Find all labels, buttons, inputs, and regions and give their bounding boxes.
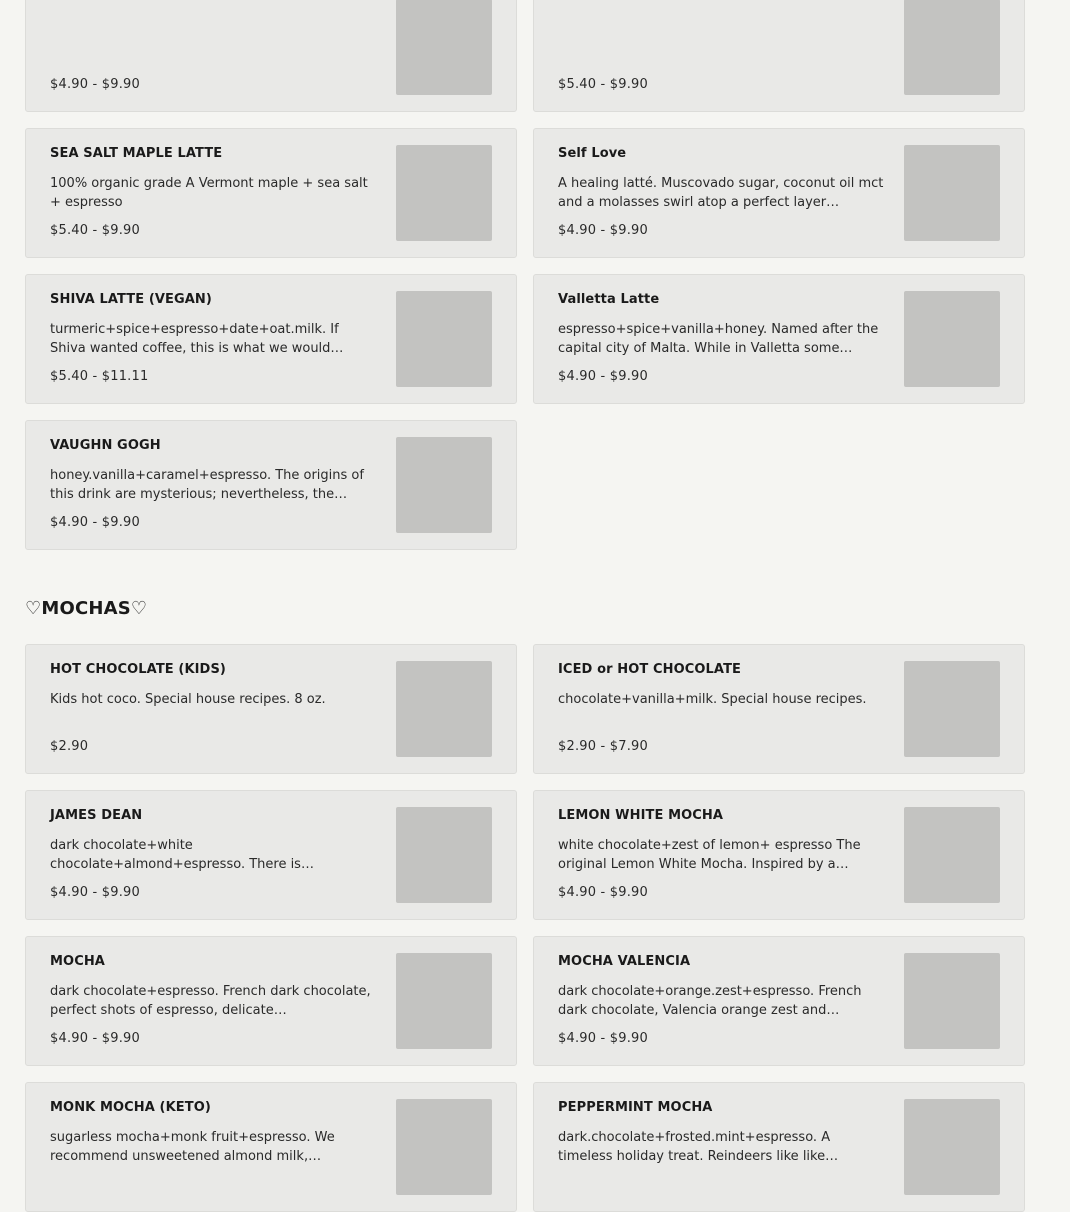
item-image [396, 0, 492, 95]
item-image [904, 807, 1000, 903]
item-image [904, 1099, 1000, 1195]
item-name: MOCHA [50, 954, 105, 969]
item-name: Valletta Latte [558, 292, 660, 307]
item-price: $4.90 - $9.90 [50, 515, 140, 530]
item-description: dark.chocolate+frosted.mint+espresso. A timeless holiday treat. Reindeers like like… [558, 1130, 839, 1164]
menu-item-card[interactable] [533, 936, 1025, 1066]
item-price: $4.90 - $9.90 [50, 1031, 140, 1046]
item-image [396, 437, 492, 533]
item-price: $2.90 - $7.90 [558, 739, 648, 754]
item-image [396, 661, 492, 757]
item-image [396, 953, 492, 1049]
item-image [396, 291, 492, 387]
item-name: PEPPERMINT MOCHA [558, 1100, 713, 1115]
item-description: dark chocolate+orange.zest+espresso. French dark chocolate, Valencia orange zest and… [558, 984, 862, 1018]
item-price: $4.90 - $9.90 [558, 223, 648, 238]
item-name: HOT CHOCOLATE (KIDS) [50, 662, 226, 677]
menu-item-card[interactable] [25, 420, 517, 550]
item-price: $4.90 - $9.90 [558, 1031, 648, 1046]
menu-item-card[interactable] [533, 644, 1025, 774]
item-name: ICED or HOT CHOCOLATE [558, 662, 742, 677]
item-description: Kids hot coco. Special house recipes. 8 oz. [50, 692, 326, 707]
item-image [904, 661, 1000, 757]
item-description: 100% organic grade A Vermont maple + sea salt + espresso [50, 176, 368, 210]
lattes-grid [25, 0, 1025, 550]
item-name: LEMON WHITE MOCHA [558, 808, 724, 823]
item-price: $2.90 [50, 739, 89, 754]
item-name: JAMES DEAN [50, 808, 143, 823]
item-name: Self Love [558, 146, 627, 161]
menu-item-card[interactable] [25, 274, 517, 404]
item-description: turmeric+spice+espresso+date+oat.milk. If Shiva wanted coffee, this is what we would… [50, 322, 344, 356]
item-name: SEA SALT MAPLE LATTE [50, 146, 223, 161]
item-description: honey.vanilla+caramel+espresso. The origins of this drink are mysterious; nevertheless, the… [50, 468, 364, 502]
menu-item-card[interactable] [25, 936, 517, 1066]
item-name: MONK MOCHA (KETO) [50, 1100, 211, 1115]
item-name: VAUGHN GOGH [50, 438, 161, 453]
item-image [904, 0, 1000, 95]
item-description: dark chocolate+espresso. French dark chocolate, perfect shots of espresso, delicate… [50, 984, 371, 1018]
item-name [558, 0, 886, 16]
item-description: chocolate+vanilla+milk. Special house recipes. [558, 692, 867, 707]
menu-content [25, 0, 1025, 1212]
item-image [904, 953, 1000, 1049]
item-name: SHIVA LATTE (VEGAN) [50, 292, 212, 307]
menu-item-card[interactable] [533, 1082, 1025, 1212]
menu-item-card[interactable] [533, 790, 1025, 920]
item-price: $4.90 - $9.90 [50, 77, 140, 92]
menu-item-card[interactable] [25, 128, 517, 258]
mochas-grid [25, 644, 1025, 1212]
item-image [904, 145, 1000, 241]
item-price: $5.40 - $11.11 [50, 369, 149, 384]
menu-item-card[interactable] [25, 644, 517, 774]
item-image [396, 807, 492, 903]
item-name [50, 0, 378, 16]
item-image [396, 145, 492, 241]
menu-item-card[interactable] [533, 0, 1025, 112]
menu-item-card[interactable] [25, 1082, 517, 1212]
item-description [50, 28, 378, 66]
item-description: A healing latté. Muscovado sugar, coconut oil mct and a molasses swirl atop a perfect layer… [558, 176, 884, 210]
item-description: dark chocolate+white chocolate+almond+espresso. There is… [50, 838, 314, 872]
item-price: $4.90 - $9.90 [558, 885, 648, 900]
item-name: MOCHA VALENCIA [558, 954, 691, 969]
item-description: espresso+spice+vanilla+honey. Named after the capital city of Malta. While in Valletta some… [558, 322, 879, 356]
item-description [558, 28, 886, 66]
item-price: $4.90 - $9.90 [50, 885, 140, 900]
item-price: $5.40 - $9.90 [558, 77, 648, 92]
menu-item-card[interactable] [533, 274, 1025, 404]
item-description: sugarless mocha+monk fruit+espresso. We recommend unsweetened almond milk,… [50, 1130, 335, 1164]
menu-item-card[interactable] [533, 128, 1025, 258]
menu-item-card[interactable] [25, 0, 517, 112]
item-image [396, 1099, 492, 1195]
item-description: white chocolate+zest of lemon+ espresso The original Lemon White Mocha. Inspired by a… [558, 838, 861, 872]
item-price: $4.90 - $9.90 [558, 369, 648, 384]
menu-item-card[interactable] [25, 790, 517, 920]
item-image [904, 291, 1000, 387]
item-price: $5.40 - $9.90 [50, 223, 140, 238]
section-title-mochas: ♡MOCHAS♡ [25, 598, 148, 619]
